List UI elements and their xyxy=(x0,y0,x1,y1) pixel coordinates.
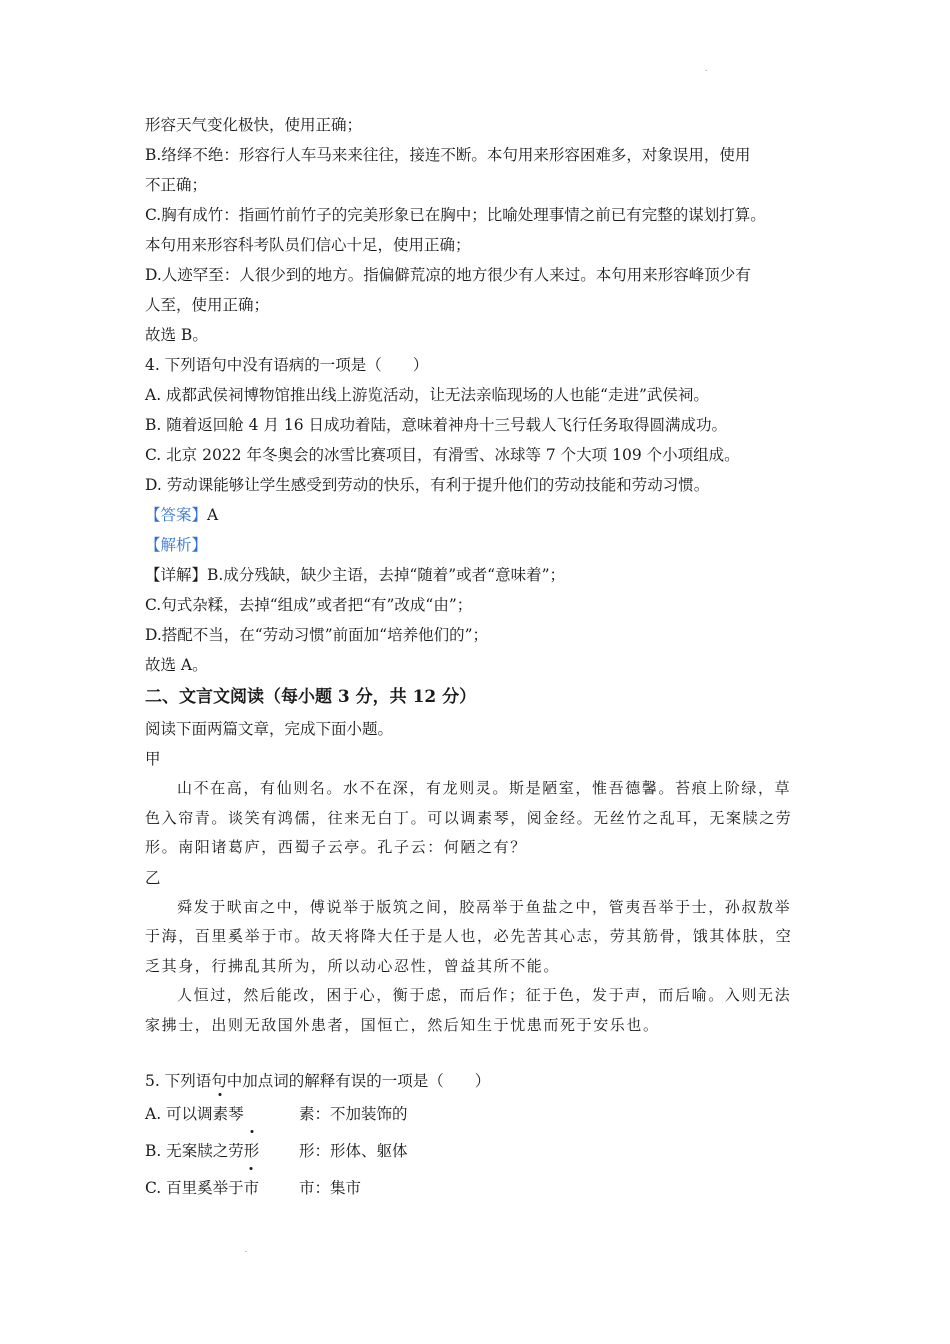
passage-yi-line: 舜发于畎亩之中，傅说举于版筑之间，胶鬲举于鱼盐之中，管夷吾举于士，孙叔敖举 xyxy=(177,897,792,916)
q5-option-a xyxy=(145,1096,810,1133)
q4-detail-d: D.搭配不当，在“劳动习惯”前面加“培养他们的”； xyxy=(145,626,488,644)
q5-option-c-gloss: 市：集市 xyxy=(299,1179,362,1197)
q3-option-b-line1: B.络绎不绝：形容行人车马来来往往，接连不断。本句用来形容困难多，对象误用，使用 xyxy=(145,146,751,164)
q4-detail-b xyxy=(145,560,810,590)
q3-option-c-line1: C.胸有成竹：指画竹前竹子的完美形象已在胸中；比喻处理事情之前已有完整的谋划打算。 xyxy=(145,206,766,224)
q3-option-d-line2: 人至，使用正确； xyxy=(145,296,270,314)
q5-option-b xyxy=(145,1133,810,1170)
q5-option-b-gloss: 形：形体、躯体 xyxy=(299,1142,408,1160)
section-heading: 二、文言文阅读（每小题 3 分，共 12 分） xyxy=(145,687,477,707)
passage-yi-line: 人恒过，然后能改，困于心，衡于虑，而后作；征于色，发于声，而后喻。入则无法 xyxy=(177,986,792,1004)
q3-option-a-tail: 形容天气变化极快，使用正确； xyxy=(145,116,363,134)
q4-option-a: A. 成都武侯祠博物馆推出线上游览活动，让无法亲临现场的人也能“走进”武侯祠。 xyxy=(145,386,709,404)
dotted-word: 市 xyxy=(244,1170,260,1207)
answer-tag: 【答案】 xyxy=(145,506,208,524)
passage-jia-label: 甲 xyxy=(145,750,161,768)
q5-option-c xyxy=(145,1170,810,1207)
q3-conclusion: 故选 B。 xyxy=(145,326,208,344)
q5-option-a-gloss: 素：不加装饰的 xyxy=(299,1105,408,1123)
scan-speck-top xyxy=(705,70,707,71)
reading-instruction: 阅读下面两篇文章，完成下面小题。 xyxy=(145,720,394,738)
q3-option-b-line2: 不正确； xyxy=(145,176,208,194)
analysis-tag: 【解析】 xyxy=(145,536,208,554)
q4-answer xyxy=(145,500,810,530)
detail-tag: 【详解】 xyxy=(145,566,208,584)
q4-option-c: C. 北京 2022 年冬奥会的冰雪比赛项目，有滑雪、冰球等 7 个大项 109 个小项组成。 xyxy=(145,446,740,464)
q4-stem: 4. 下列语句中没有语病的一项是（ ） xyxy=(145,356,429,374)
scan-speck-bottom xyxy=(245,1251,247,1252)
passage-yi-line: 乏其身，行拂乱其所为，所以动心忍性，曾益其所不能。 xyxy=(145,956,561,975)
q4-analysis xyxy=(145,530,810,560)
q3-option-c-line2: 本句用来形容科考队员们信心十足，使用正确； xyxy=(145,236,471,254)
passage-yi-line: 家拂士，出则无敌国外患者，国恒亡，然后知生于忧患而死于安乐也。 xyxy=(145,1015,660,1034)
q4-option-b: B. 随着返回舱 4 月 16 日成功着陆，意味着神舟十三号载人飞行任务取得圆满成功。 xyxy=(145,416,728,434)
passage-jia-line: 色入帘青。谈笑有鸿儒，往来无白丁。可以调素琴，阅金经。无丝竹之乱耳，无案牍之劳 xyxy=(145,808,793,827)
spacer xyxy=(145,1040,810,1066)
q5-option-a-phrase: A. 可以调素琴 xyxy=(145,1096,299,1133)
q5-option-b-phrase: B. 无案牍之劳形 xyxy=(145,1133,299,1170)
q5-option-c-phrase: C. 百里奚举于市 xyxy=(145,1170,299,1207)
passage-jia-line: 形。南阳诸葛庐，西蜀子云亭。孔子云：何陋之有？ xyxy=(145,838,527,856)
dotted-word: 素 xyxy=(213,1096,229,1133)
q3-option-d-line1: D.人迹罕至：人很少到的地方。指偏僻荒凉的地方很少有人来过。本句用来形容峰顶少有 xyxy=(145,266,751,284)
dotted-word: 形 xyxy=(244,1133,260,1170)
q5-stem: 5. 下列语句中加点词的解释有误的一项是（ ） xyxy=(145,1072,491,1090)
q4-option-d: D. 劳动课能够让学生感受到劳动的快乐，有利于提升他们的劳动技能和劳动习惯。 xyxy=(145,476,710,494)
passage-yi-label: 乙 xyxy=(145,868,161,887)
answer-value: A xyxy=(207,506,219,524)
q4-detail-c: C.句式杂糅，去掉“组成”或者把“有”改成“由”； xyxy=(145,596,473,614)
detail-b-text: B.成分残缺，缺少主语，去掉“随着”或者“意味着”； xyxy=(207,566,566,584)
q4-conclusion: 故选 A。 xyxy=(145,656,208,674)
passage-jia-line: 山不在高，有仙则名。水不在深，有龙则灵。斯是陋室，惟吾德馨。苔痕上阶绿，草 xyxy=(177,779,792,797)
document-page xyxy=(145,110,810,1207)
passage-yi-line: 于海，百里奚举于市。故天将降大任于是人也，必先苦其心志，劳其筋骨，饿其体肤，空 xyxy=(145,927,793,945)
